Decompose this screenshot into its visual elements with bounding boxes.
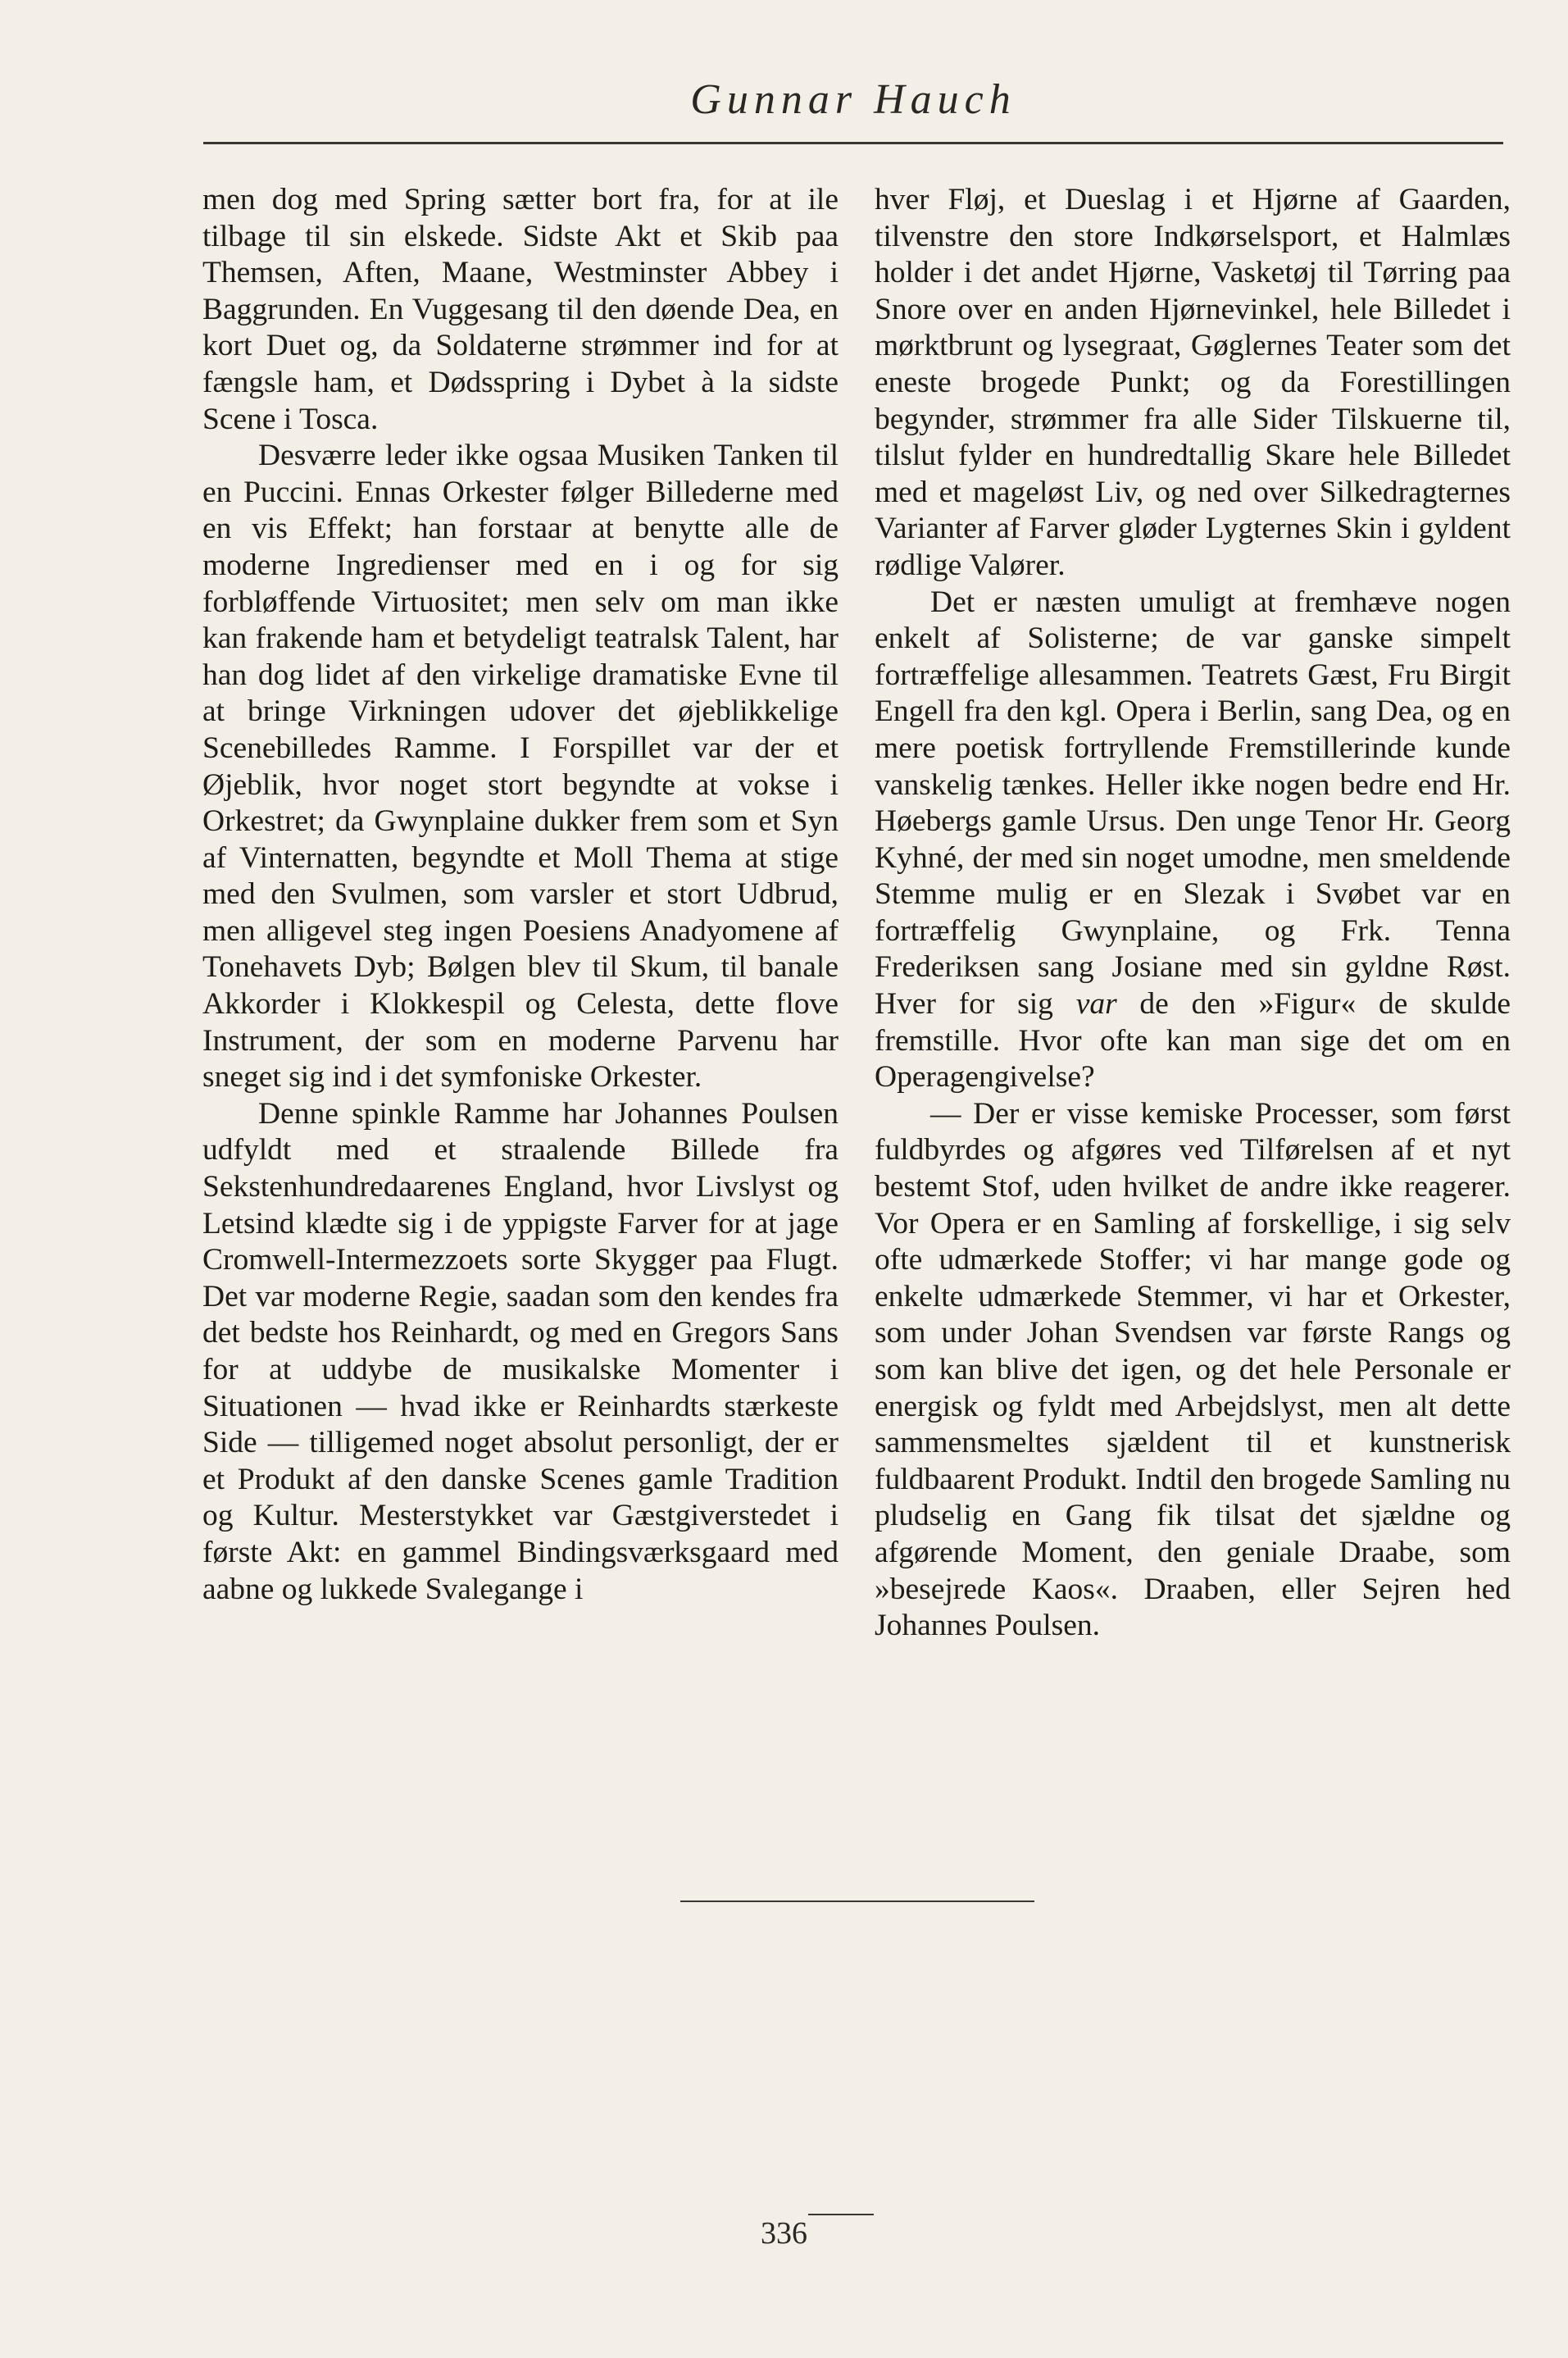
left-paragraph-2: Desværre leder ikke ogsaa Musiken Tanken til en Puccini. Ennas Orkester følger Billederne med en vis Effekt; han forstaar at benytte alle de moderne Ingredienser med en i og for sig forbløffende Virtuositet; men selv om man ikke kan frakende ham et betydeligt teatralsk Talent, har han dog lidet af den virkelige dramatiske Evne til at bringe Virkningen udover det øjeblikkelige Scenebilledes Ramme. I Forspillet var der et Øjeblik, hvor noget stort begyndte at vokse i Orkestret; da Gwynplaine dukker frem som et Syn af Vinternatten, begyndte et Moll Thema at stige med den Svulmen, som varsler et stort Udbrud, men alligevel steg ingen Poesiens Anadyomene af Tonehavets Dyb; Bølgen blev til Skum, til banale Akkorder i Klokkespil og Celesta, dette flove Instrument, der som en moderne Parvenu har sneget sig ind i det symfoniske Orkester.	[202, 439, 839, 1095]
right-column	[875, 182, 1511, 1645]
right-paragraph-2-text: Det er næsten umuligt at fremhæve nogen enkelt af Solisterne; de var ganske simpelt fortræffelige allesammen. Teatrets Gæst, Fru Birgit Engell fra den kgl. Opera i Berlin, sang Dea, og en mere poetisk fortryllende Fremstillerinde kunde vanskelig tænkes. Heller ikke nogen bedre end Hr. Høebergs gamle Ursus. Den unge Tenor Hr. Georg Kyhné, der med sin noget umodne, men smeldende Stemme mulig er en Slezak i Svøbet var en fortræffelig Gwynplaine, og Frk. Tenna Frederiksen sang Josiane med sin gyldne Røst. Hver for sig	[875, 585, 1511, 1022]
header-rule	[203, 142, 1503, 144]
left-paragraph-1: men dog med Spring sætter bort fra, for at ile tilbage til sin elskede. Sidste Akt et Skib paa Themsen, Aften, Maane, Westminster Abbey i Baggrunden. En Vuggesang til den døende Dea, en kort Duet og, da Soldaterne strømmer ind for at fængsle ham, et Dødsspring i Dybet à la sidste Scene i Tosca.	[202, 183, 839, 436]
right-paragraph-2-tail: de den »Figur« de skulde fremstille. Hvor ofte kan man sige det om en Operagengivelse?	[875, 987, 1511, 1095]
running-head: Gunnar Hauch	[690, 76, 1016, 123]
right-paragraph-1: hver Fløj, et Dueslag i et Hjørne af Gaarden, tilvenstre den store Indkørselsport, et Halmlæs holder i det andet Hjørne, Vasketøj til Tørring paa Snore over en anden Hjørnevinkel, hele Billedet i mørktbrunt og lysegraat, Gøglernes Teater som det eneste brogede Punkt; og da Forestillingen begynder, strømmer fra alle Sider Tilskuerne til, tilslut fylder en hundredtallig Skare hele Billedet med et mageløst Liv, og ned over Silkedragternes Varianter af Farver gløder Lygternes Skin i gyldent rødlige Valører.	[875, 183, 1511, 582]
right-paragraph-3: — Der er visse kemiske Processer, som først fuldbyrdes og afgøres ved Tilførelsen af et nyt bestemt Stof, uden hvilket de andre ikke reagerer. Vor Opera er en Samling af forskellige, i sig selv ofte udmærkede Stoffer; vi har mange gode og enkelte udmærkede Stemmer, vi har et Orkester, som under Johan Svendsen var første Rangs og som kan blive det igen, og det hele Personale er energisk og fyldt med Arbejdslyst, men alt dette sammensmeltes sjældent til et kunstnerisk fuldbaarent Produkt. Indtil den brogede Samling nu pludselig en Gang fik tilsat det sjældne og afgørende Moment, den geniale Draabe, som »besejrede Kaos«. Draaben, eller Sejren hed Johannes Poulsen.	[875, 1096, 1511, 1643]
left-paragraph-3: Denne spinkle Ramme har Johannes Poulsen udfyldt med et straalende Billede fra Sekstenhundredaarenes England, hvor Livslyst og Letsind klædte sig i de yppigste Farver for at jage Cromwell-Intermezzoets sorte Skygger paa Flugt. Det var moderne Regie, saadan som den kendes fra det bedste hos Reinhardt, og med en Gregors Sans for at uddybe de musikalske Momenter i Situationen — hvad ikke er Reinhardts stærkeste Side — tilligemed noget absolut personligt, der er et Produkt af den danske Scenes gamle Tradition og Kultur. Mesterstykket var Gæstgiverstedet i første Akt: en gammel Bindingsværksgaard med aabne og lukkede Svalegange i	[202, 1096, 839, 1606]
article-end-rule	[680, 1901, 1034, 1902]
right-paragraph-2	[875, 585, 1511, 1096]
page-number: 336	[761, 2216, 807, 2251]
italic-emphasis: var	[1075, 987, 1117, 1022]
left-column	[202, 182, 839, 1608]
